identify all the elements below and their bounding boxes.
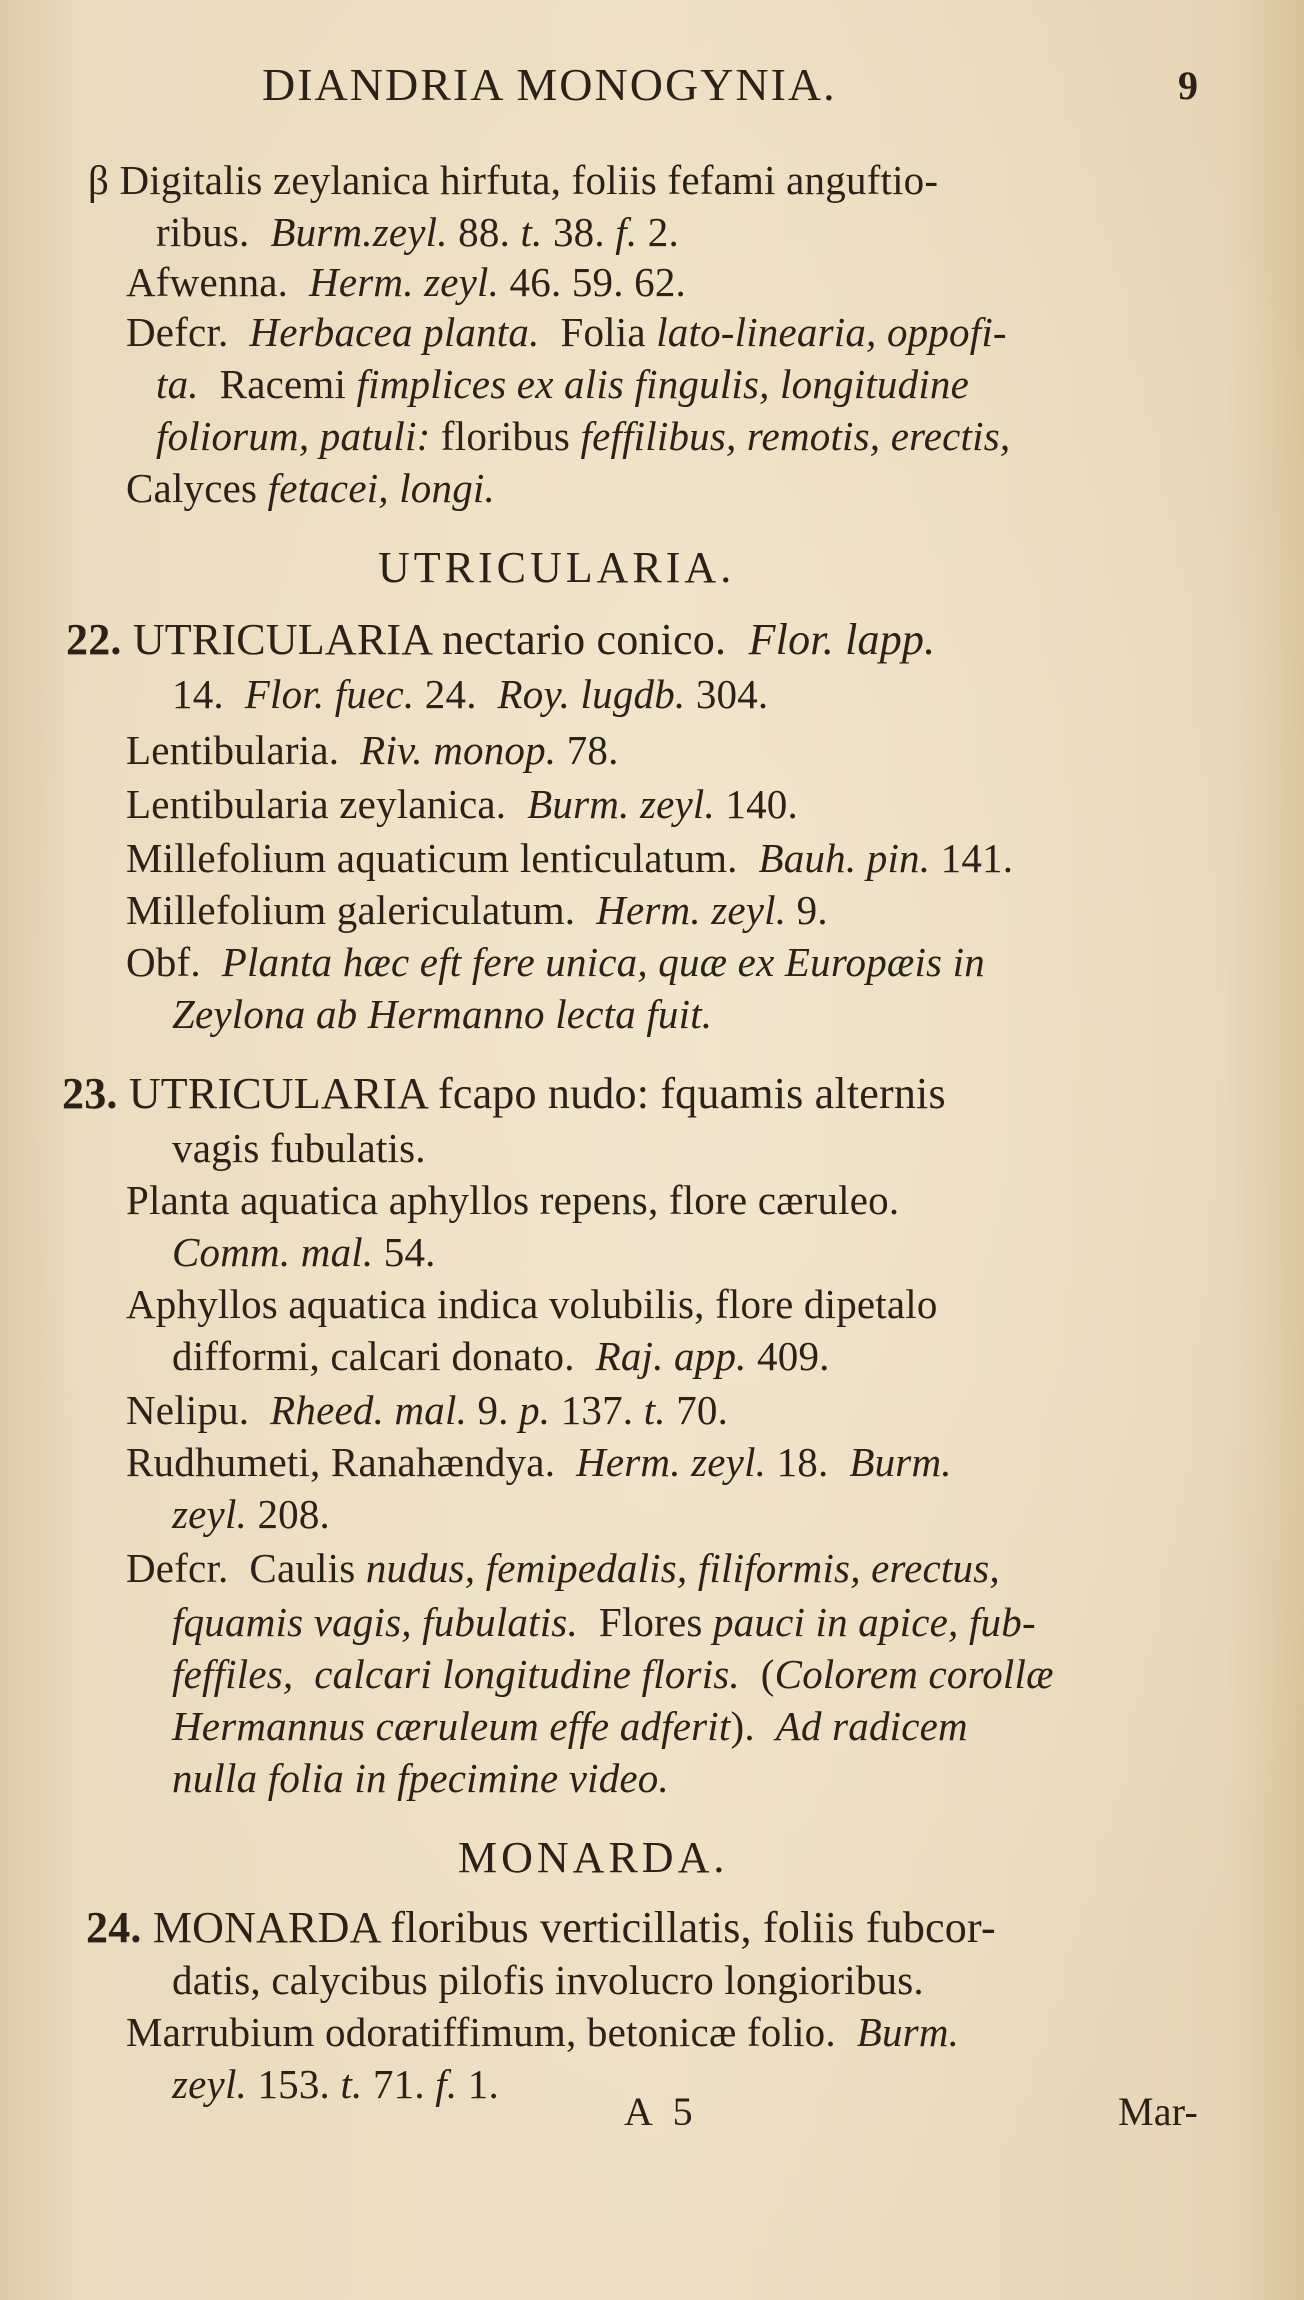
italic-run: nulla folia in fpecimine video. (172, 1755, 669, 1801)
text-run: Folia (539, 309, 657, 355)
text-line (156, 361, 970, 407)
text-run: Racemi (198, 361, 357, 407)
italic-run: nudus, femipedalis, filiformis, erectus, (365, 1545, 1000, 1591)
text-line (126, 259, 687, 305)
text-run: Flores (577, 1599, 713, 1645)
italic-run: Burm. zeyl. (527, 781, 715, 827)
text-run: MONARDA floribus verticillatis, foliis fubcor- (152, 1903, 996, 1952)
text-line (126, 887, 828, 933)
text-line (172, 1755, 669, 1801)
section-heading (378, 543, 736, 592)
text-line (126, 2009, 960, 2055)
species-entry (62, 1069, 946, 1118)
italic-run: foliorum, patuli: (156, 413, 431, 459)
text-line (156, 209, 679, 255)
italic-run: zeyl. (172, 2061, 247, 2107)
text-run: 24. (414, 671, 498, 717)
text-run: 71. (362, 2061, 436, 2107)
text-run: difformi, calcari donato. (172, 1333, 596, 1379)
signature-mark: A 5 (624, 2089, 699, 2134)
text-run: 78. (556, 727, 619, 773)
text-run: Lentibularia. (126, 727, 361, 773)
text-run: datis, calycibus pilofis involucro longioribus. (172, 1957, 924, 2003)
text-line (172, 1333, 830, 1379)
italic-run: p. (519, 1387, 551, 1433)
text-line (156, 413, 1011, 459)
text-run: Defcr. Caulis (126, 1545, 366, 1591)
italic-run: Herm. zeyl. (576, 1439, 767, 1485)
text-run: 2. (637, 209, 679, 255)
italic-run: fetacei, longi. (267, 465, 495, 511)
italic-run: pauci in apice, fub- (712, 1599, 1036, 1645)
italic-run: Bauh. pin. (758, 835, 931, 881)
italic-run: Colorem corollæ (774, 1651, 1054, 1697)
entry-number: 22. (66, 615, 133, 664)
italic-run: f. (615, 209, 638, 255)
text-line (126, 939, 985, 985)
text-run: ribus. (156, 209, 271, 255)
text-run: 1. (457, 2061, 499, 2107)
text-run: UTRICULARIA fcapo nudo: fquamis alternis (128, 1069, 946, 1118)
text-line (126, 1439, 952, 1485)
text-run: 9. (467, 1387, 520, 1433)
text-run: Lentibularia zeylanica. (126, 781, 528, 827)
text-line (126, 465, 495, 511)
italic-run: Herbacea planta. (249, 309, 540, 355)
text-line (126, 1177, 900, 1223)
text-run: β Digitalis zeylanica hirfuta, foliis fefami anguftio- (88, 157, 939, 203)
text-run: floribus (430, 413, 581, 459)
text-run: Obf. (126, 939, 222, 985)
entry-number: 23. (62, 1069, 129, 1118)
text-run: 54. (373, 1229, 436, 1275)
text-run: 304. (685, 671, 769, 717)
italic-run: t. (520, 209, 543, 255)
text-line (126, 1281, 938, 1327)
text-run: Defcr. (126, 309, 250, 355)
text-line (126, 835, 1014, 881)
text-run: Planta aquatica aphyllos repens, flore cæruleo. (126, 1177, 900, 1223)
italic-run: fquamis vagis, fubulatis. (172, 1599, 578, 1645)
italic-run: Planta hæc eft fere unica, quæ ex Europæis in (221, 939, 985, 985)
text-run: ( (739, 1651, 775, 1697)
italic-run: f. (435, 2061, 458, 2107)
italic-run: Burm. (856, 2009, 960, 2055)
text-line (172, 1599, 1036, 1645)
entry-number: 24. (86, 1903, 153, 1952)
text-run: 70. (665, 1387, 729, 1433)
text-line (126, 1387, 729, 1433)
text-run: 9. (786, 887, 828, 933)
italic-run: feffiles, calcari longitudine floris. (172, 1651, 740, 1697)
text-run: 38. (542, 209, 616, 255)
text-run: Calyces (126, 465, 268, 511)
italic-run: Comm. mal. (172, 1229, 374, 1275)
page-number: 9 (1178, 63, 1199, 108)
italic-run: ta. (156, 361, 199, 407)
text-run: Nelipu. (126, 1387, 271, 1433)
text-line (172, 1957, 924, 2003)
italic-run: Ad radicem (775, 1703, 968, 1749)
text-line (88, 157, 939, 203)
text-line (126, 781, 798, 827)
text-line (126, 727, 619, 773)
text-run: vagis fubulatis. (172, 1125, 426, 1171)
text-run: 14. (172, 671, 245, 717)
text-run: Rudhumeti, Ranahændya. (126, 1439, 577, 1485)
text-line (126, 309, 1007, 355)
italic-run: Herm. zeyl. (309, 259, 500, 305)
text-line (126, 1545, 1000, 1591)
text-run: UTRICULARIA. (378, 543, 736, 592)
italic-run: Flor. lapp. (748, 615, 936, 664)
text-run: 137. (550, 1387, 644, 1433)
text-line (172, 1125, 426, 1171)
species-entry (66, 615, 936, 664)
catchword: Mar- (1118, 2089, 1198, 2134)
text-run: 208. (247, 1491, 330, 1537)
species-entry (86, 1903, 996, 1952)
italic-run: lato-linearia, oppofi- (656, 309, 1007, 355)
text-run: UTRICULARIA nectario conico. (132, 615, 749, 664)
text-run: Aphyllos aquatica indica volubilis, flore dipetalo (126, 1281, 938, 1327)
text-line (172, 2061, 499, 2107)
text-run: 46. 59. 62. (499, 259, 687, 305)
text-line (172, 1651, 1054, 1697)
italic-run: feffilibus, remotis, erectis, (580, 413, 1011, 459)
italic-run: Herm. zeyl. (596, 887, 787, 933)
text-run: MONARDA. (458, 1833, 729, 1882)
italic-run: zeyl. (172, 1491, 247, 1537)
text-run: 141. (930, 835, 1014, 881)
running-head: DIANDRIA MONOGYNIA. (262, 59, 837, 110)
italic-run: Roy. lugdb. (497, 671, 686, 717)
text-run: 409. (746, 1333, 830, 1379)
italic-run: fimplices ex alis fingulis, longitudine (356, 361, 970, 407)
italic-run: t. (643, 1387, 666, 1433)
text-run: Millefolium aquaticum lenticulatum. (126, 835, 759, 881)
italic-run: Raj. app. (595, 1333, 747, 1379)
text-line (172, 991, 713, 1037)
text-run: Marrubium odoratiffimum, betonicæ folio. (126, 2009, 857, 2055)
italic-run: Burm.zeyl. (270, 209, 448, 255)
italic-run: Flor. fuec. (244, 671, 415, 717)
italic-run: Riv. monop. (360, 727, 557, 773)
text-run: Afwenna. (126, 259, 310, 305)
italic-run: Zeylona ab Hermanno lecta fuit. (172, 991, 713, 1037)
text-run: Millefolium galericulatum. (126, 887, 597, 933)
text-run: 153. (247, 2061, 341, 2107)
italic-run: Hermannus cæruleum effe adferit (172, 1703, 731, 1749)
text-run: 88. (447, 209, 521, 255)
italic-run: Burm. (849, 1439, 952, 1485)
text-line (172, 1703, 968, 1749)
text-run: ). (730, 1703, 776, 1749)
text-line (172, 671, 769, 717)
text-run: 18. (766, 1439, 850, 1485)
italic-run: Rheed. mal. (270, 1387, 468, 1433)
section-heading (458, 1833, 729, 1882)
text-run: 140. (714, 781, 798, 827)
text-line (172, 1491, 330, 1537)
text-line (172, 1229, 436, 1275)
italic-run: t. (340, 2061, 363, 2107)
